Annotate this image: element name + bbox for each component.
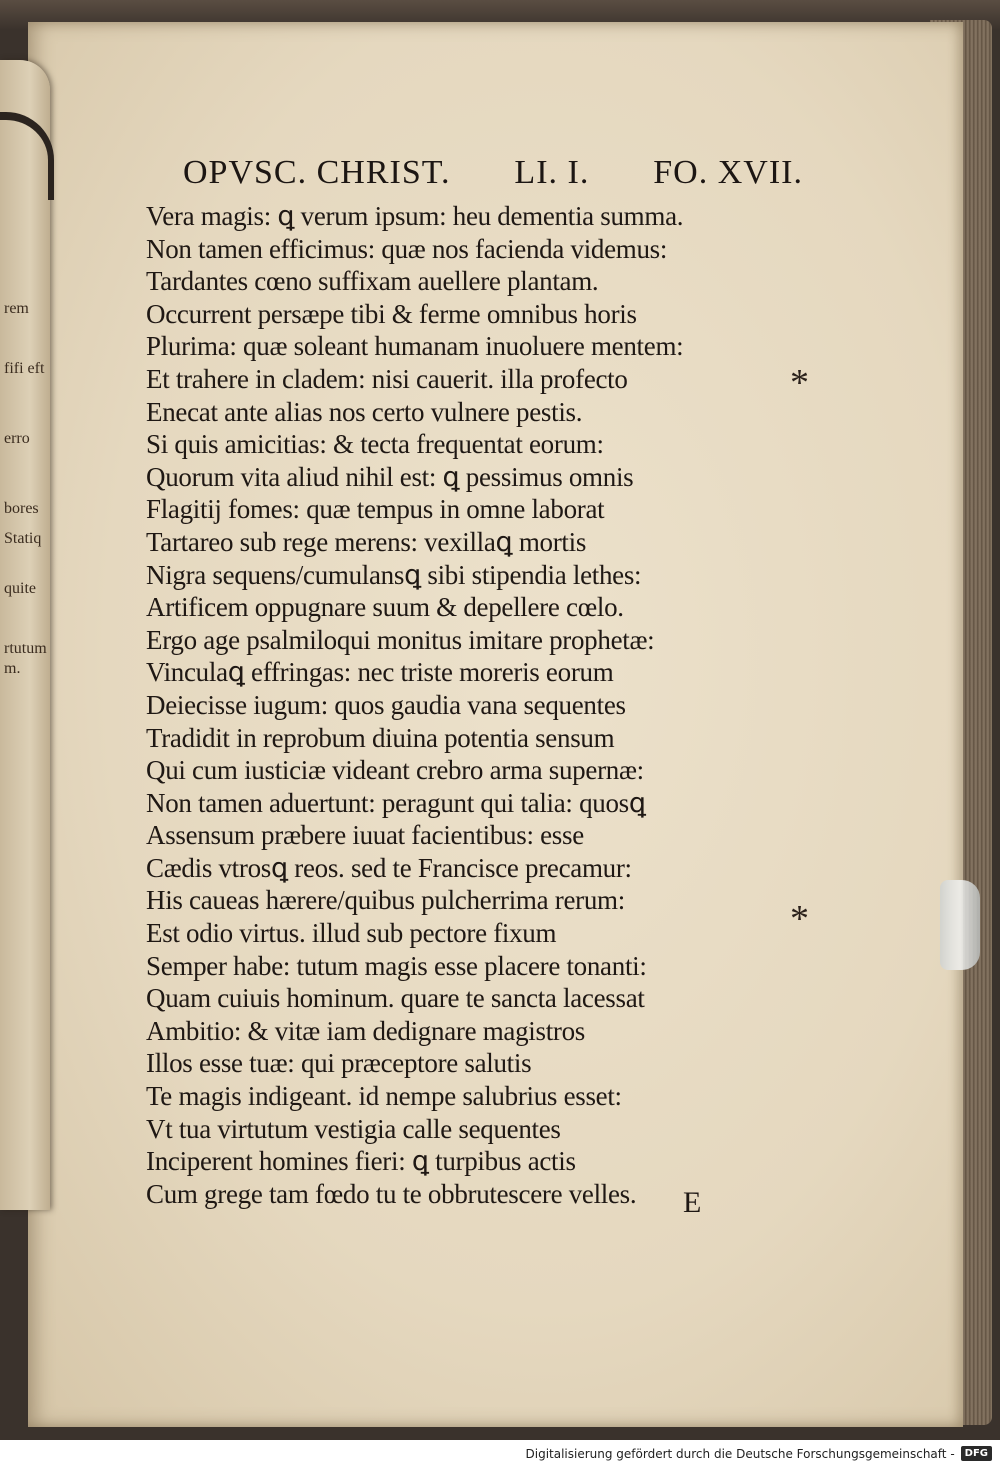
verse-line: Est odio virtus. illud sub pectore fixum	[146, 918, 557, 949]
verse-line: Enecat ante alias nos certo vulnere pestis.	[146, 396, 583, 427]
verse-line: Artificem oppugnare suum & depellere cœlo.	[146, 592, 624, 623]
header-book: LI. I.	[514, 154, 590, 191]
verse-line: His caueas hærere/quibus pulcherrima rerum:	[146, 885, 625, 916]
footer-bar	[0, 1440, 1000, 1467]
verse-line: Qui cum iusticiæ videant crebro arma supernæ:	[146, 755, 644, 786]
verse-line: Tradidit in reprobum diuina potentia sensum	[146, 722, 615, 753]
facing-page-text: rtutum	[4, 640, 47, 657]
verse-line: Tartareo sub rege merens: vexillaꝗ mortis	[146, 526, 587, 557]
verse-line: Vt tua virtutum vestigia calle sequentes	[146, 1113, 561, 1144]
verse-line: Ambitio: & vitæ iam dedignare magistros	[146, 1015, 585, 1046]
footer-credit: Digitalisierung gefördert durch die Deutsche Forschungsgemeinschaft -	[525, 1446, 955, 1461]
verse-line: Non tamen aduertunt: peragunt qui talia: quosꝗ	[146, 787, 646, 818]
header-title: OPVSC. CHRIST.	[183, 154, 451, 191]
verse-line: Quam cuiuis hominum. quare te sancta lacessat	[146, 983, 645, 1014]
verse-line: Nigra sequens/cumulansꝗ sibi stipendia lethes:	[146, 559, 642, 590]
verse-line: Semper habe: tutum magis esse placere tonanti:	[146, 950, 647, 981]
marginal-asterisk-2: *	[790, 898, 809, 940]
running-header	[183, 154, 803, 192]
verse-line: Cum grege tam fœdo tu te obbrutescere velles.	[146, 1178, 637, 1209]
verse-block	[146, 200, 786, 1210]
facing-page-text: bores	[4, 500, 39, 517]
verse-line: Ergo age psalmiloqui monitus imitare prophetæ:	[146, 624, 655, 655]
book-page	[28, 22, 963, 1427]
verse-line: Te magis indigeant. id nempe salubrius esset:	[146, 1081, 622, 1112]
signature-mark: E	[683, 1186, 702, 1219]
facing-page-text: erro	[4, 430, 30, 447]
facing-page-text: Statiq	[4, 530, 42, 547]
header-folio: FO. XVII.	[653, 154, 803, 191]
book-clip	[940, 880, 980, 970]
page-curl	[0, 112, 54, 200]
facing-page-text: m.	[4, 660, 21, 677]
verse-line: Plurima: quæ soleant humanam inuoluere mentem:	[146, 331, 684, 362]
verse-line: Et trahere in cladem: nisi cauerit. illa profecto	[146, 363, 628, 394]
dfg-logo: DFG	[961, 1446, 992, 1461]
verse-line: Quorum vita aliud nihil est: ꝗ pessimus omnis	[146, 461, 634, 492]
facing-page-text: fifi eft	[4, 360, 45, 377]
facing-page-text: quite	[4, 580, 36, 597]
verse-line: Vera magis: ꝗ verum ipsum: heu dementia summa.	[146, 201, 684, 231]
marginal-asterisk-1: *	[790, 362, 809, 404]
verse-line: Cædis vtrosꝗ reos. sed te Francisce precamur:	[146, 852, 632, 883]
verse-line: Deiecisse iugum: quos gaudia vana sequentes	[146, 689, 626, 720]
verse-line: Non tamen efficimus: quæ nos facienda videmus:	[146, 233, 668, 264]
facing-page-text: rem	[4, 300, 29, 317]
verse-line: Inciperent homines fieri: ꝗ turpibus actis	[146, 1146, 576, 1177]
facing-page-fragment	[0, 60, 50, 1210]
verse-line: Si quis amicitias: & tecta frequentat eorum:	[146, 429, 604, 460]
verse-line: Vinculaꝗ effringas: nec triste moreris eorum	[146, 657, 614, 688]
verse-line: Flagitij fomes: quæ tempus in omne laborat	[146, 494, 605, 525]
verse-line: Occurrent persæpe tibi & ferme omnibus horis	[146, 298, 637, 329]
verse-line: Illos esse tuæ: qui præceptore salutis	[146, 1048, 532, 1079]
verse-line: Assensum præbere iuuat facientibus: esse	[146, 820, 584, 851]
verse-line: Tardantes cœno suffixam auellere plantam.	[146, 266, 599, 297]
